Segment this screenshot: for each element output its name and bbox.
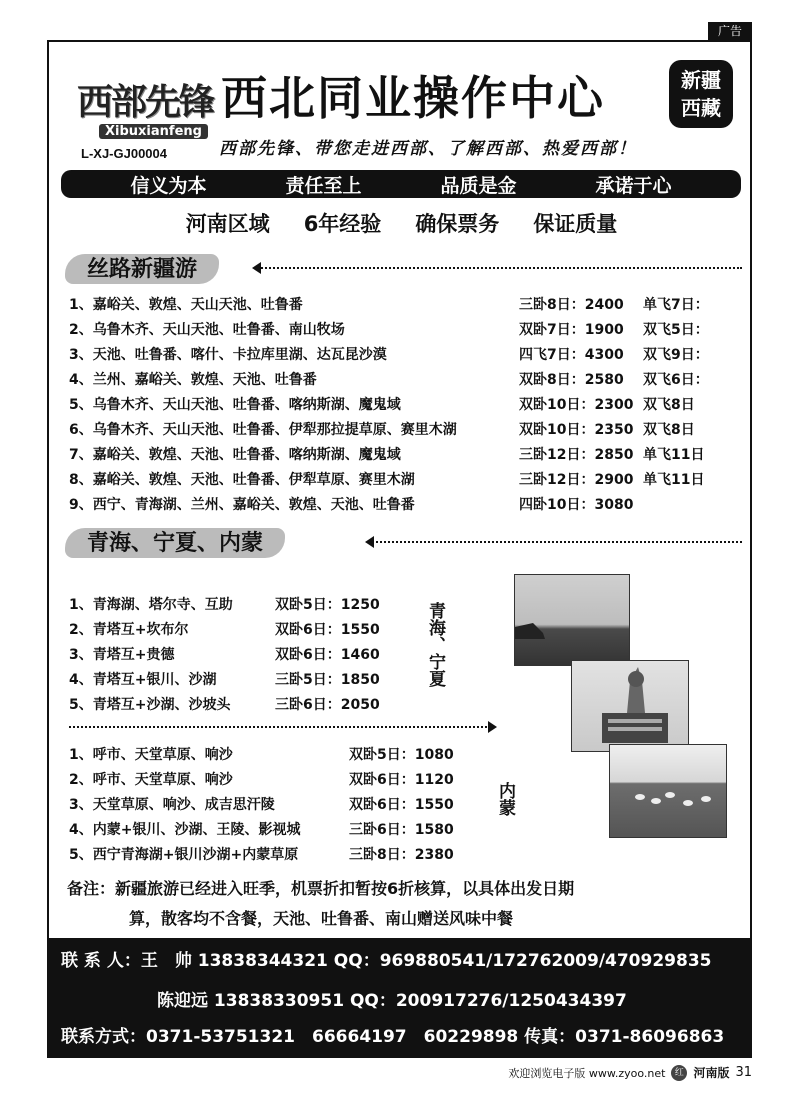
route-name: 3、天堂草原、响沙、成吉思汗陵	[69, 797, 275, 813]
section-title-xinjiang	[65, 254, 219, 284]
region-badge-line2: 西藏	[681, 96, 721, 120]
motto-item: 承诺于心	[595, 174, 672, 197]
route-name: 8、嘉峪关、敦煌、天池、吐鲁番、伊犁草原、赛里木湖	[69, 472, 415, 488]
route-price: 三卧12日：2900	[519, 472, 634, 488]
route-name: 9、西宁、青海湖、兰州、嘉峪关、敦煌、天池、吐鲁番	[69, 497, 415, 513]
route-name: 5、西宁青海湖+银川沙湖+内蒙草原	[69, 847, 299, 863]
subheadline	[49, 208, 754, 238]
route-price: 双卧10日：2300	[519, 397, 634, 413]
route-price: 四飞7日：4300	[519, 347, 624, 363]
route-price: 双卧10日：2350	[519, 422, 634, 438]
arrow-divider	[69, 726, 495, 728]
motto-item: 品质是金	[440, 174, 517, 197]
lake-photo-art	[515, 575, 630, 666]
route-name: 6、乌鲁木齐、天山天池、吐鲁番、伊犁那拉提草原、赛里木湖	[69, 422, 457, 438]
arrow-divider	[367, 541, 742, 543]
monument-photo	[571, 660, 689, 752]
page-number: 31	[735, 1065, 752, 1080]
route-price: 双卧6日：1120	[349, 772, 454, 788]
subhead-item: 河南区域	[185, 212, 270, 236]
section-title-qinghai	[65, 528, 285, 558]
arrow-divider	[254, 267, 742, 269]
route-price: 三卧6日：2050	[275, 697, 380, 713]
route-name: 1、青海湖、塔尔寺、互助	[69, 597, 233, 613]
license-number: L-XJ-GJ00004	[81, 146, 167, 161]
main-title: 西北同业操作中心	[221, 71, 605, 125]
route-alt: 单飞11日	[643, 447, 705, 463]
contact-row-primary: 联 系 人：王 帅 13838344321 QQ：969880541/172762009/470929835	[61, 951, 712, 971]
motto-bar	[61, 170, 741, 198]
route-name: 3、天池、吐鲁番、喀什、卡拉库里湖、达瓦昆沙漠	[69, 347, 387, 363]
contact-row-phones: 联系方式：0371-53751321 66664197 60229898 传真：0371-86096863	[61, 1027, 725, 1047]
ad-frame	[47, 40, 752, 1058]
region-badge	[669, 60, 733, 128]
motto-item: 信义为本	[130, 174, 207, 197]
route-price: 双卧6日：1550	[275, 622, 380, 638]
route-name: 2、呼市、天堂草原、响沙	[69, 772, 233, 788]
slogan: 西部先锋、带您走进西部、了解西部、热爱西部！	[219, 139, 637, 159]
route-name: 2、青塔互+坎布尔	[69, 622, 189, 638]
brand-logo	[69, 58, 239, 170]
route-name: 4、内蒙+银川、沙湖、王陵、影视城	[69, 822, 301, 838]
route-name: 2、乌鲁木齐、天山天池、吐鲁番、南山牧场	[69, 322, 345, 338]
subhead-item: 确保票务	[415, 212, 500, 236]
route-price: 三卧5日：1850	[275, 672, 380, 688]
grassland-photo-art	[610, 745, 727, 838]
edition-label: 河南版	[693, 1066, 730, 1080]
footer-text: 欢迎浏览电子版 www.zyoo.net	[508, 1066, 666, 1080]
route-alt: 双飞5日：	[643, 322, 709, 338]
route-price: 双卧6日：1550	[349, 797, 454, 813]
contact-row-secondary: 陈迎远 13838330951 QQ：200917276/1250434397	[157, 991, 627, 1011]
route-name: 3、青塔互+贵德	[69, 647, 175, 663]
route-name: 4、青塔互+银川、沙湖	[69, 672, 217, 688]
route-alt: 双飞8日	[643, 397, 695, 413]
brand-name-en: Xibuxianfeng	[99, 124, 208, 139]
note	[67, 874, 747, 934]
route-price: 三卧8日：2380	[349, 847, 454, 863]
route-alt: 双飞6日：	[643, 372, 709, 388]
grassland-photo	[609, 744, 727, 838]
route-price: 双卧5日：1080	[349, 747, 454, 763]
page-footer	[508, 1064, 752, 1081]
route-price: 三卧12日：2850	[519, 447, 634, 463]
route-name: 1、呼市、天堂草原、响沙	[69, 747, 233, 763]
route-alt: 单飞7日：	[643, 297, 709, 313]
note-line: 备注：新疆旅游已经进入旺季，机票折扣暂按6折核算，以具体出发日期	[67, 879, 575, 898]
region-badge-line1: 新疆	[681, 68, 721, 92]
brand-name: 西部先锋	[77, 81, 214, 123]
qinghai-ningxia-label: 青海、宁夏	[425, 602, 445, 687]
route-price: 三卧6日：1580	[349, 822, 454, 838]
route-price: 双卧8日：2580	[519, 372, 624, 388]
section-title-text: 青海、宁夏、内蒙	[65, 528, 285, 558]
subhead-item: 6年经验	[303, 212, 382, 236]
route-alt: 双飞9日：	[643, 347, 709, 363]
route-name: 5、乌鲁木齐、天山天池、吐鲁番、喀纳斯湖、魔鬼域	[69, 397, 401, 413]
contact-block	[49, 938, 750, 1056]
monument-photo-art	[572, 661, 689, 752]
route-alt: 单飞11日	[643, 472, 705, 488]
route-price: 三卧8日：2400	[519, 297, 624, 313]
route-name: 4、兰州、嘉峪关、敦煌、天池、吐鲁番	[69, 372, 317, 388]
route-price: 四卧10日：3080	[519, 497, 634, 513]
seal-icon: 红	[671, 1065, 687, 1081]
section-title-text: 丝路新疆游	[65, 254, 219, 284]
lake-photo	[514, 574, 630, 666]
route-price: 双卧6日：1460	[275, 647, 380, 663]
note-line: 算，散客均不含餐，天池、吐鲁番、南山赠送风味中餐	[129, 909, 514, 928]
route-price: 双卧7日：1900	[519, 322, 624, 338]
ad-tag: 广告	[708, 22, 752, 40]
route-price: 双卧5日：1250	[275, 597, 380, 613]
route-name: 7、嘉峪关、敦煌、天池、吐鲁番、喀纳斯湖、魔鬼域	[69, 447, 401, 463]
neimeng-label: 内蒙	[495, 782, 515, 816]
subhead-item: 保证质量	[533, 212, 618, 236]
motto-item: 责任至上	[285, 174, 362, 197]
route-name: 1、嘉峪关、敦煌、天山天池、吐鲁番	[69, 297, 303, 313]
route-name: 5、青塔互+沙湖、沙坡头	[69, 697, 231, 713]
route-alt: 双飞8日	[643, 422, 695, 438]
